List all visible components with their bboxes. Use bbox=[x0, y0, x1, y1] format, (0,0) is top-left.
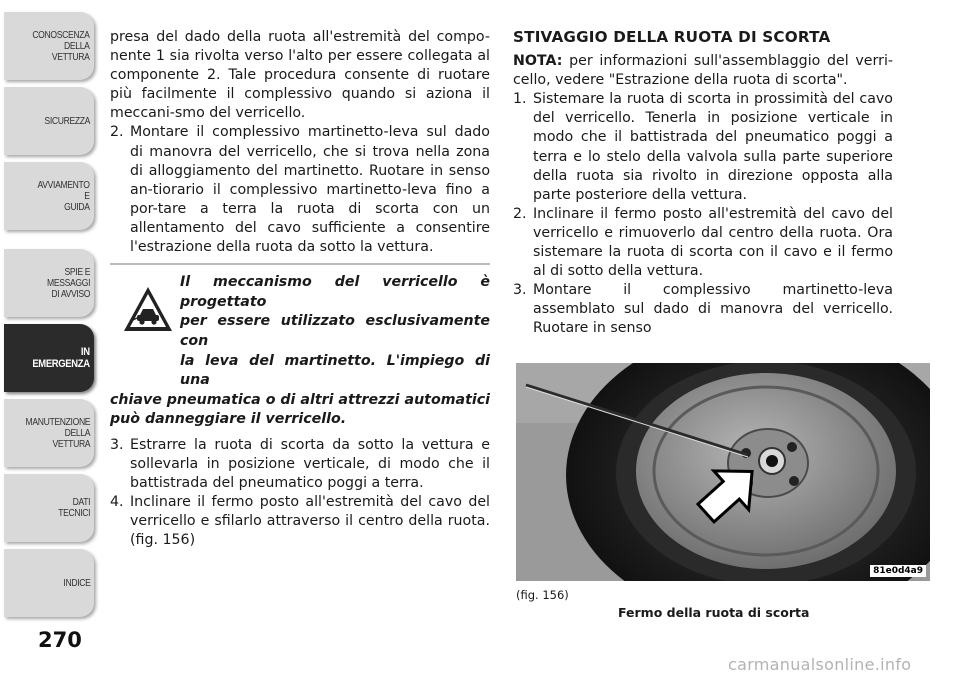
tab-label: INDICE bbox=[62, 577, 90, 589]
section-heading: STIVAGGIO DELLA RUOTA DI SCORTA bbox=[513, 28, 831, 46]
tab-sicurezza[interactable] bbox=[4, 87, 94, 155]
tab-spie-messaggi[interactable] bbox=[4, 249, 94, 317]
note-text: per informazioni sull'assemblaggio del verri-cello, vedere "Estrazione della ruota di scorta". bbox=[513, 53, 894, 89]
intro-paragraph: presa del dado della ruota all'estremità del compo-nente 1 sia rivolta verso l'alto per essere collegata al componente 2. Tale procedura consente di ruotare più facilmente il complessivo quando si aziona il meccani-smo del verricello. bbox=[110, 29, 490, 122]
step-text: Montare il complessivo martinetto-leva assemblato sul dado di manovra del verricello. Ruotare in senso bbox=[533, 282, 893, 337]
figure-caption: Fermo della ruota di scorta bbox=[618, 605, 810, 620]
spare-wheel-figure bbox=[516, 363, 930, 581]
step-number: 2. bbox=[513, 205, 527, 222]
warning-line: per essere utilizzato esclusivamente con bbox=[180, 313, 490, 349]
list-item bbox=[110, 123, 490, 257]
note-paragraph bbox=[513, 52, 893, 90]
step-number: 1. bbox=[513, 91, 527, 108]
step-number: 3. bbox=[513, 282, 527, 299]
watermark: carmanualsonline.info bbox=[728, 655, 912, 674]
tab-in-emergenza[interactable] bbox=[4, 324, 94, 392]
warning-line: la leva del martinetto. L'impiego di una bbox=[180, 352, 490, 389]
step-text: Montare il complessivo martinetto-leva sul dado di manovra del verricello, che si trova nella zona di alloggiamento del martinetto. Ruotare in senso an-tiorario il complessivo martinetto-leva fino a por-tare a terra la ruota di scorta con un allentamento del cavo sufficiente a consentire l'estrazione della ruota da sotto la vettura. bbox=[130, 124, 490, 256]
tab-label: IN EMERGENZA bbox=[32, 346, 90, 370]
figure-code: 81e0d4a9 bbox=[870, 565, 926, 577]
page-number: 270 bbox=[38, 628, 82, 652]
tab-label: SPIE E MESSAGGI DI AVVISO bbox=[46, 266, 90, 300]
figure-label: (fig. 156) bbox=[516, 588, 569, 602]
tab-avviamento-guida[interactable] bbox=[4, 162, 94, 230]
step-number: 3. bbox=[110, 436, 124, 453]
tab-conoscenza-vettura[interactable] bbox=[4, 12, 94, 80]
step-text: Estrarre la ruota di scorta da sotto la vettura e sollevarla in posizione verticale, di modo che il battistrada del pneumatico poggi a terra. bbox=[130, 436, 490, 492]
list-item bbox=[513, 90, 893, 205]
tab-label: DATI TECNICI bbox=[58, 497, 90, 519]
list-item bbox=[513, 281, 893, 338]
list-item bbox=[110, 436, 490, 493]
step-number: 4. bbox=[110, 494, 124, 511]
warning-triangle-icon bbox=[122, 285, 174, 333]
warning-box bbox=[110, 263, 490, 430]
step-text: Inclinare il fermo posto all'estremità del cavo del verricello e rimuoverlo dal centro della ruota. Ora sistemare la ruota di scorta con il cavo e il fermo al di sotto della vettura. bbox=[533, 205, 893, 280]
tab-label: CONOSCENZA DELLA VETTURA bbox=[32, 29, 90, 63]
tab-label: SICUREZZA bbox=[44, 115, 90, 127]
tab-dati-tecnici[interactable] bbox=[4, 474, 94, 542]
left-column bbox=[110, 28, 490, 550]
warning-line: Il meccanismo del verricello è progettato bbox=[180, 274, 490, 310]
tab-indice[interactable] bbox=[4, 549, 94, 617]
warning-text: chiave pneumatica o di altri attrezzi automatici può danneggiare il verricello. bbox=[110, 391, 490, 428]
list-item bbox=[513, 205, 893, 281]
right-column bbox=[513, 28, 893, 339]
tab-label: MANUTENZIONE DELLA VETTURA bbox=[25, 416, 90, 450]
tab-label: AVVIAMENTO E GUIDA bbox=[37, 179, 90, 213]
step-text: Inclinare il fermo posto all'estremità del cavo del verricello e sfilarlo attraverso il centro della ruota. (fig. 156) bbox=[130, 494, 490, 549]
spare-wheel-photo bbox=[516, 363, 930, 581]
note-label: NOTA: bbox=[513, 53, 563, 70]
step-number: 2. bbox=[110, 124, 124, 141]
step-text: Sistemare la ruota di scorta in prossimità del cavo del verricello. Tenerla in posizione verticale in modo che il battistrada del pneumatico poggi a terra e lo stelo della valvola sulla parte superiore della ruota sia rivolto in direzione opposta alla parte posteriore della vettura. bbox=[533, 91, 893, 203]
list-item bbox=[110, 493, 490, 550]
tab-manutenzione[interactable] bbox=[4, 399, 94, 467]
